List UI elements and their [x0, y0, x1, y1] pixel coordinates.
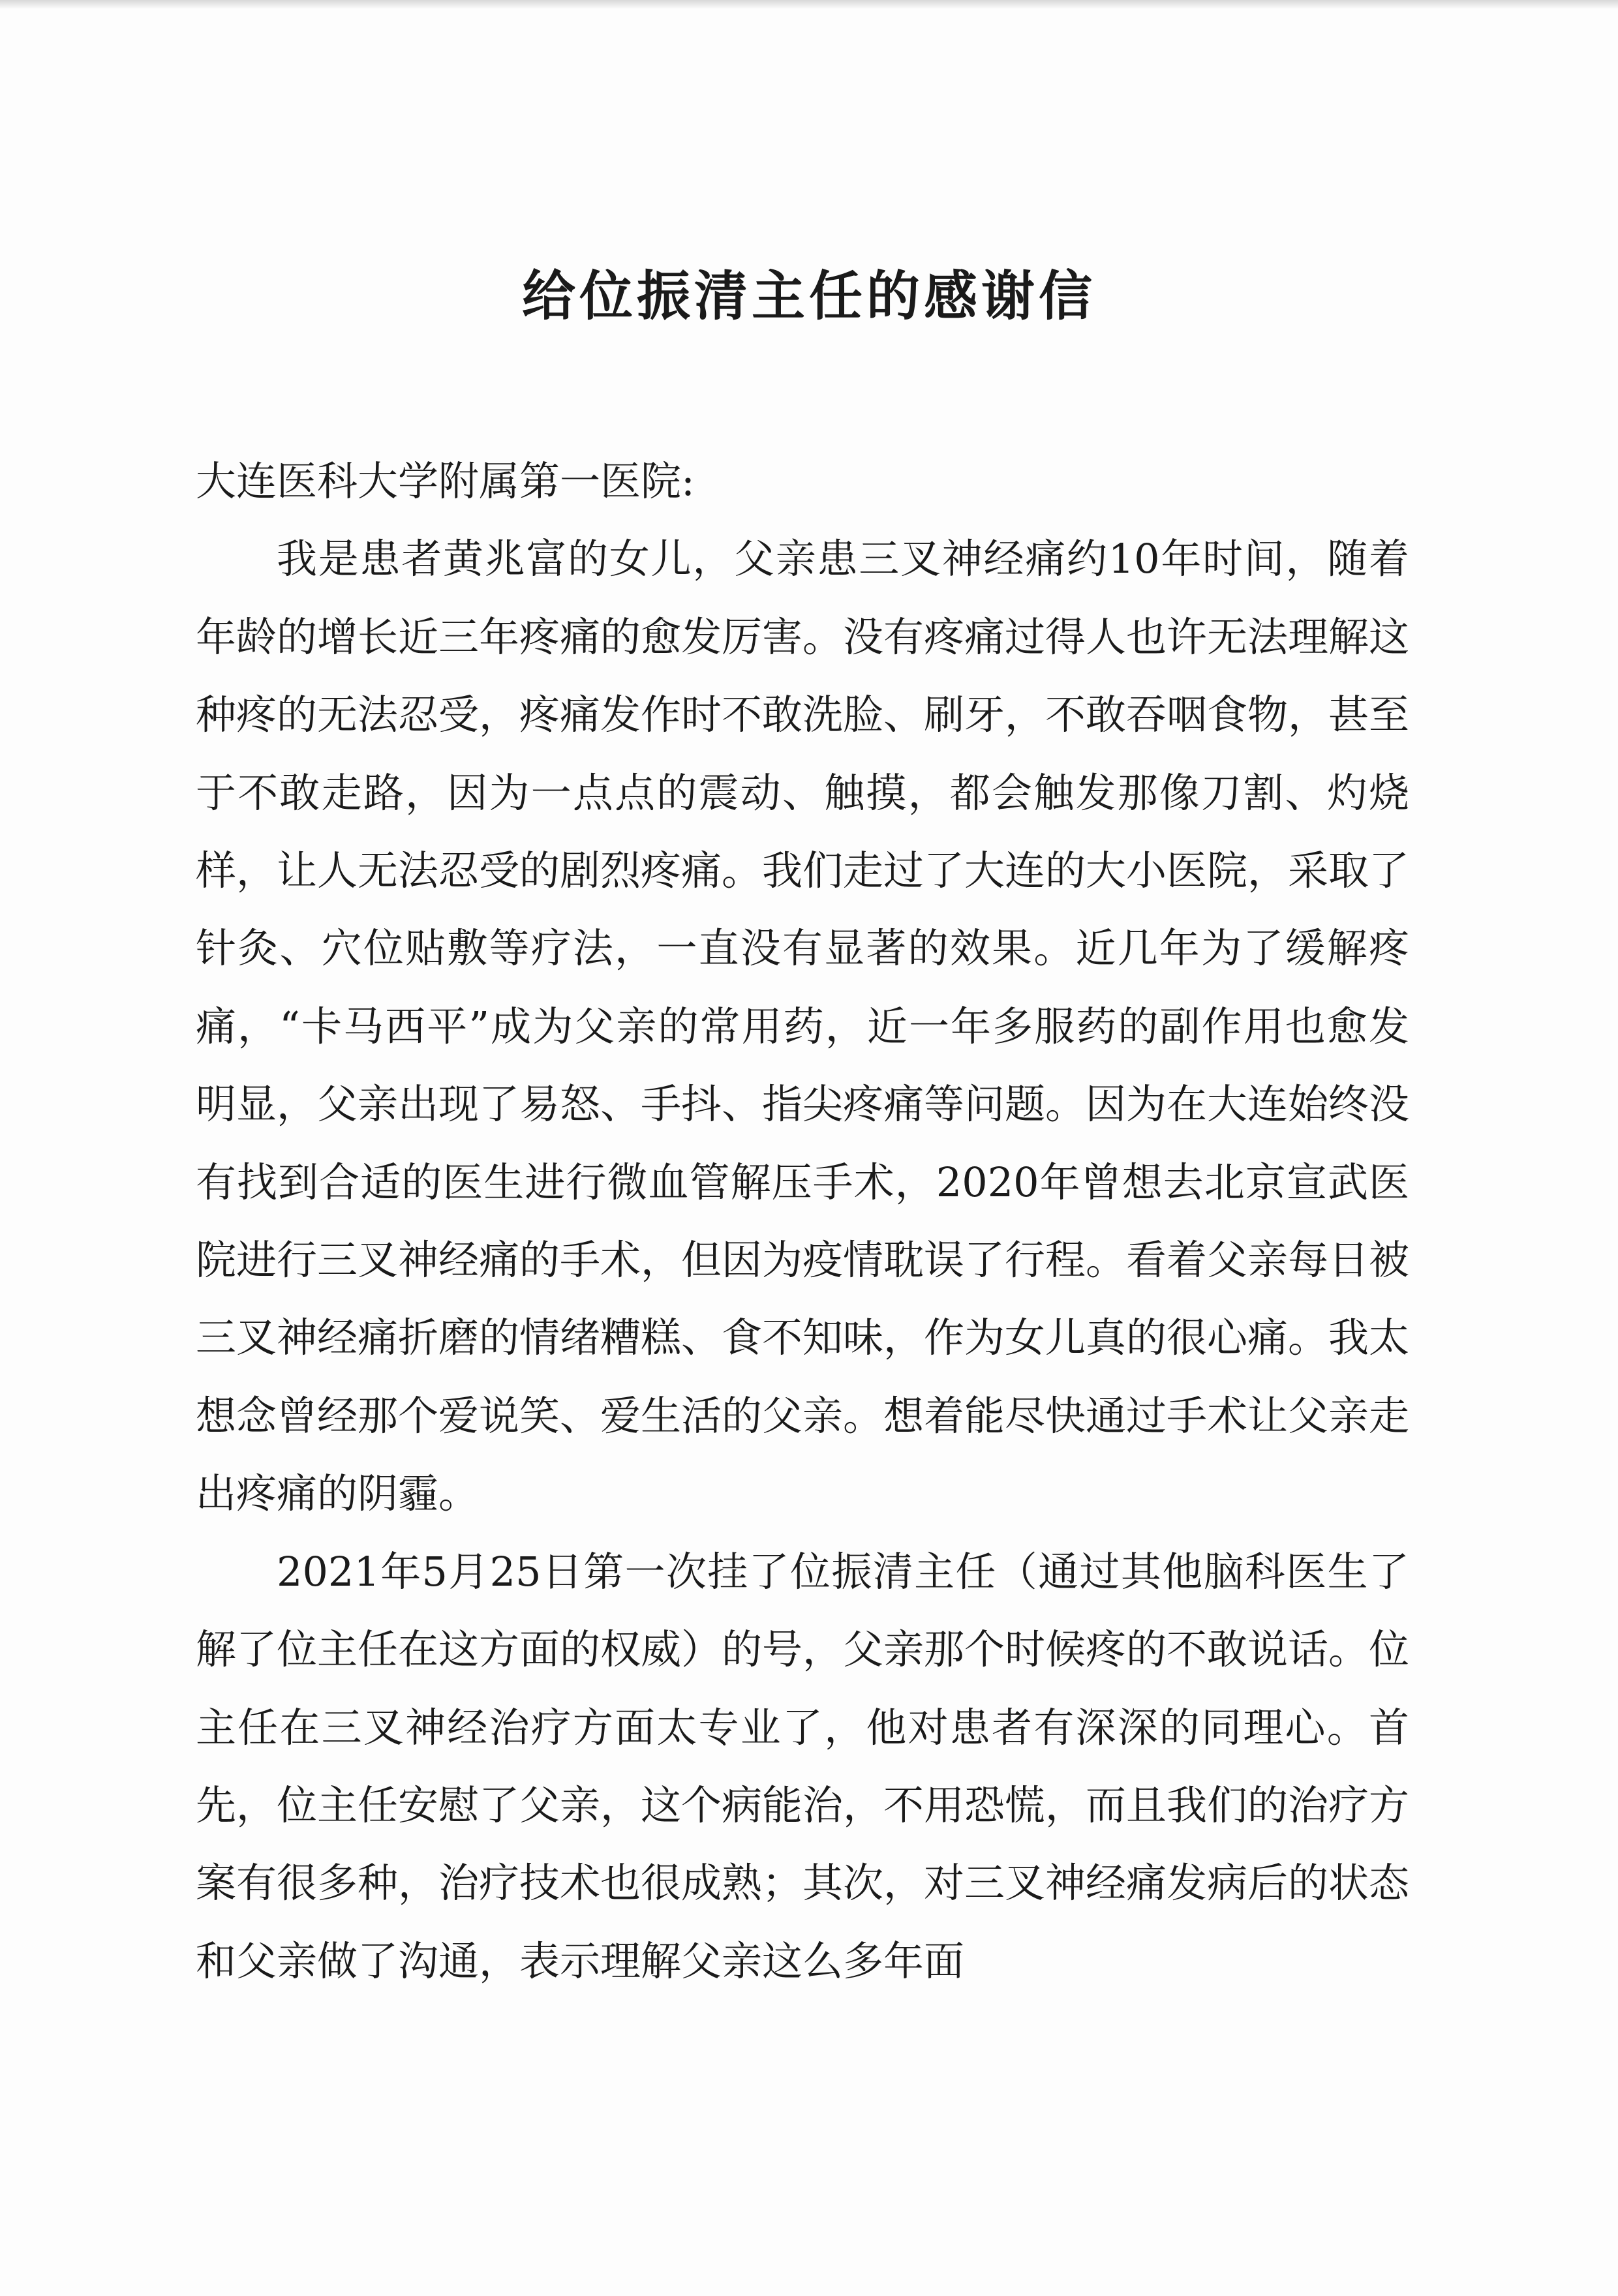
paragraph-1: 我是患者黄兆富的女儿，父亲患三叉神经痛约10年时间，随着年龄的增长近三年疼痛的愈发厉害。没有疼痛过得人也许无法理解这种疼的无法忍受，疼痛发作时不敢洗脸、刷牙，不敢吞咽食物，甚至于不敢走路，因为一点点的震动、触摸，都会触发那像刀割、灼烧样，让人无法忍受的剧烈疼痛。我们走过了大连的大小医院，采取了针灸、穴位贴敷等疗法，一直没有显著的效果。近几年为了缓解疼痛，“卡马西平”成为父亲的常用药，近一年多服药的副作用也愈发明显，父亲出现了易怒、手抖、指尖疼痛等问题。因为在大连始终没有找到合适的医生进行微血管解压手术，2020年曾想去北京宣武医院进行三叉神经痛的手术，但因为疫情耽误了行程。看着父亲每日被三叉神经痛折磨的情绪糟糕、食不知味，作为女儿真的很心痛。我太想念曾经那个爱说笑、爱生活的父亲。想着能尽快通过手术让父亲走出疼痛的阴霾。	[196, 535, 1410, 1518]
scan-top-edge	[0, 0, 1618, 9]
letter-title: 给位振清主任的感谢信	[521, 265, 1096, 327]
letter-body	[196, 442, 1409, 2000]
salutation: 大连医科大学附属第一医院:	[196, 457, 695, 505]
paragraph-2: 2021年5月25日第一次挂了位振清主任（通过其他脑科医生了解了位主任在这方面的权威）的号，父亲那个时候疼的不敢说话。位主任在三叉神经治疗方面太专业了，他对患者有深深的同理心。首先，位主任安慰了父亲，这个病能治，不用恐慌，而且我们的治疗方案有很多种，治疗技术也很成熟；其次，对三叉神经痛发病后的状态和父亲做了沟通，表示理解父亲这么多年面	[196, 1547, 1410, 1985]
